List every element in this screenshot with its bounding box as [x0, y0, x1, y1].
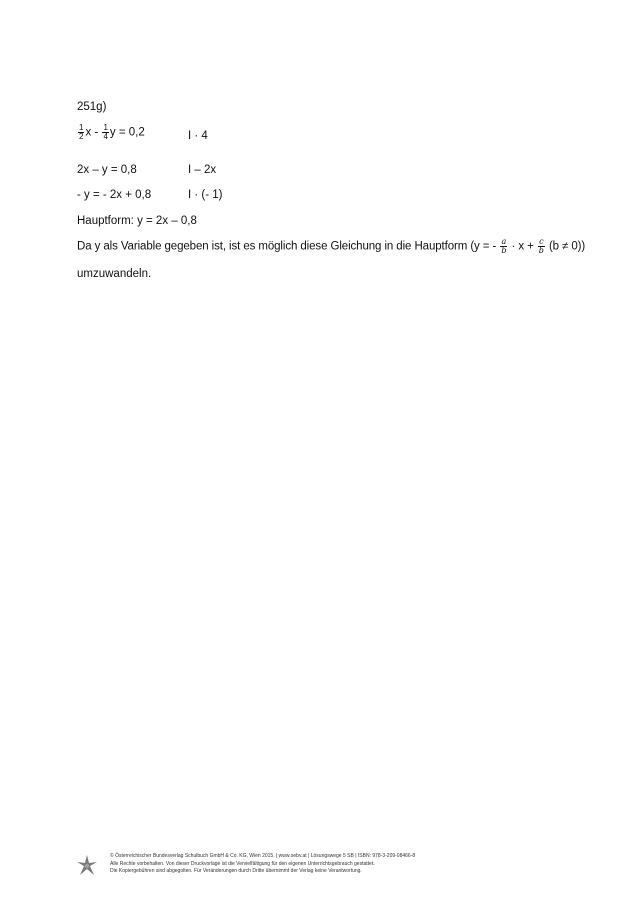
- explanation-lead: Da y als Variable gegeben ist, ist es möglich diese Gleichung in die Hauptform (y = -: [77, 240, 497, 253]
- explanation-line-1: [77, 238, 585, 255]
- fraction-denominator: b: [501, 246, 507, 255]
- fraction-numerator: a: [501, 237, 507, 246]
- explanation-line-2: umzuwandeln.: [77, 268, 152, 280]
- fraction-a-over-b: [500, 238, 507, 255]
- equation-2: 2x – y = 0,8: [77, 164, 137, 176]
- footer-line-2: Alle Rechte vorbehalten. Von dieser Druckvorlage ist die Vervielfältigung für den eigenen Unterrichtsgebrauch gestattet.: [110, 860, 375, 867]
- fraction-denominator: 4: [103, 132, 108, 141]
- equation-1: [77, 124, 145, 141]
- fraction-denominator: 2: [79, 132, 84, 141]
- footer-line-1: © Österreichischer Bundesverlag Schulbuch GmbH & Co. KG, Wien 2015. | www.oebv.at | Lösungswege 5 SB | ISBN: 978-3-209-08466-8: [110, 853, 416, 859]
- equation-3: - y = - 2x + 0,8: [77, 189, 152, 201]
- publisher-logo-icon: [76, 853, 98, 879]
- equation-3-operation: I · (- 1): [188, 189, 223, 201]
- equation-2-operation: I – 2x: [188, 164, 217, 176]
- fraction-numerator: 1: [103, 123, 108, 132]
- footer-text: [110, 853, 415, 876]
- footer-line-3: Die Kopiergebühren sind abgegolten. Für Veränderungen durch Dritte übernimmt der Verlag keine Verantwortung.: [110, 868, 362, 874]
- equation-1-part2: y = 0,2: [109, 126, 145, 139]
- equation-1-part1: x -: [85, 126, 99, 139]
- hauptform-result: Hauptform: y = 2x – 0,8: [77, 215, 197, 227]
- fraction-one-quarter: [102, 124, 108, 141]
- fraction-c-over-b: [538, 238, 545, 255]
- equation-1-operation: I · 4: [188, 130, 208, 142]
- fraction-numerator: c: [539, 237, 544, 246]
- explanation-tail: (b ≠ 0)): [548, 240, 586, 253]
- explanation-mid: · x +: [511, 240, 534, 253]
- task-label: 251g): [77, 101, 107, 113]
- fraction-denominator: b: [538, 246, 544, 255]
- fraction-one-half: [78, 124, 84, 141]
- fraction-numerator: 1: [79, 123, 84, 132]
